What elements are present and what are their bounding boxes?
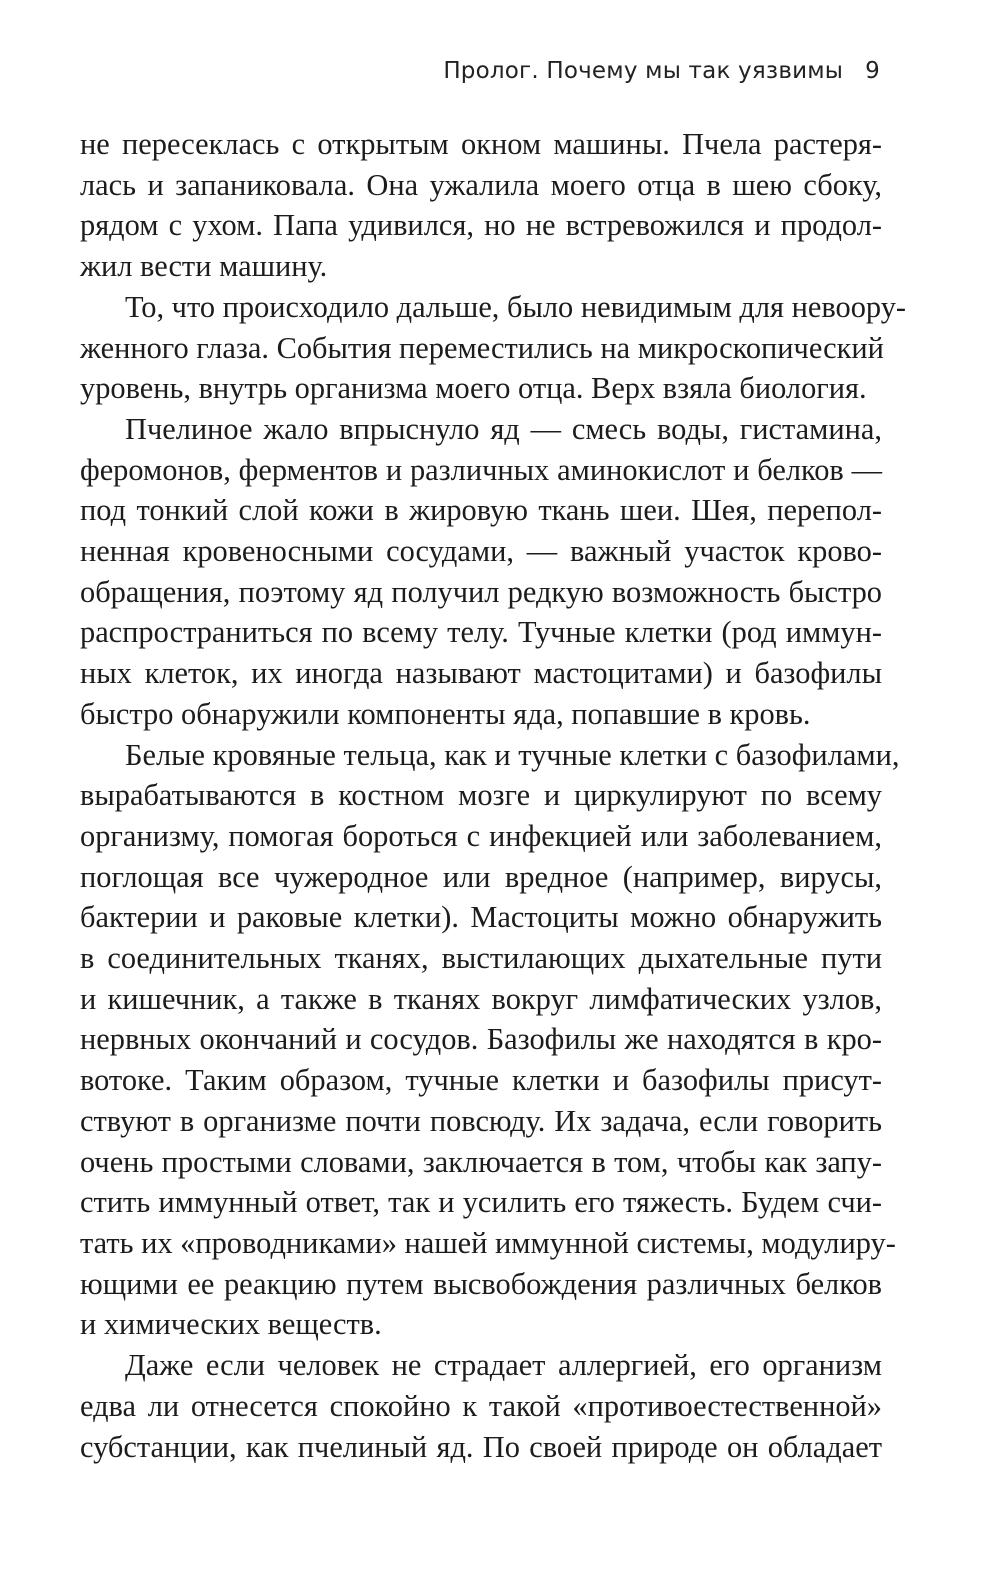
text-line: вотоке. Таким образом, тучные клетки и базофилы присут- xyxy=(80,1063,882,1098)
text-line: ных клеток, их иногда называют мастоцитами) и базофилы xyxy=(80,656,882,691)
text-line: ствуют в организме почти повсюду. Их задача, если говорить xyxy=(80,1103,882,1138)
text-line: То, что происходило дальше, было невидимым для невоору- xyxy=(125,289,907,324)
text-line: распространиться по всему телу. Тучные клетки (род иммун- xyxy=(80,615,882,650)
text-line: стить иммунный ответ, так и усилить его тяжесть. Будем счи- xyxy=(80,1185,882,1220)
text-line: обращения, поэтому яд получил редкую возможность быстро xyxy=(80,574,882,609)
text-line: феромонов, ферментов и различных аминокислот и белков — xyxy=(80,452,882,487)
text-line: женного глаза. События переместились на микроскопический xyxy=(80,330,884,365)
text-line: тать их «проводниками» нашей иммунной системы, модулиру- xyxy=(80,1225,896,1260)
paragraph xyxy=(80,124,882,287)
text-line: очень простыми словами, заключается в том, чтобы как запу- xyxy=(80,1144,882,1179)
text-line: Пчелиное жало впрыснуло яд — смесь воды, гистамина, xyxy=(125,411,882,446)
text-line: нервных окончаний и сосудов. Базофилы же находятся в кро- xyxy=(80,1022,882,1057)
paragraph xyxy=(80,735,900,1346)
paragraph xyxy=(80,287,907,409)
running-head-title: Пролог. Почему мы так уязвимы xyxy=(443,58,844,84)
body-text xyxy=(80,124,907,1467)
text-line: и химических веществ. xyxy=(80,1307,382,1342)
text-line: жил вести машину. xyxy=(80,249,328,284)
text-line: в соединительных тканях, выстилающих дыхательные пути xyxy=(80,941,882,976)
text-line: уровень, внутрь организма моего отца. Верх взяла биология. xyxy=(80,371,867,406)
text-line: вырабатываются в костном мозге и циркулируют по всему xyxy=(80,778,882,813)
paragraph xyxy=(80,1345,882,1467)
paragraph xyxy=(80,409,882,735)
text-line: лась и запаниковала. Она ужалила моего отца в шею сбоку, xyxy=(80,167,882,202)
text-line: организму, помогая бороться с инфекцией или заболеванием, xyxy=(80,818,882,853)
text-line: ющими ее реакцию путем высвобождения различных белков xyxy=(80,1266,882,1301)
text-line: Даже если человек не страдает аллергией, его организм xyxy=(125,1348,882,1383)
text-line: не пересеклась с открытым окном машины. Пчела растеря- xyxy=(80,127,882,161)
text-line: бактерии и раковые клетки). Мастоциты можно обнаружить xyxy=(80,900,882,935)
text-line: под тонкий слой кожи в жировую ткань шеи. Шея, перепол- xyxy=(80,493,882,528)
text-line: рядом с ухом. Папа удивился, но не встревожился и продол- xyxy=(80,208,882,243)
page-number: 9 xyxy=(865,58,880,84)
text-line: поглощая все чужеродное или вредное (например, вирусы, xyxy=(80,859,882,894)
text-line: ненная кровеносными сосудами, — важный участок крово- xyxy=(80,534,882,569)
text-line: едва ли отнесется спокойно к такой «противоестественной» xyxy=(80,1388,882,1423)
text-line: субстанции, как пчелиный яд. По своей природе он обладает xyxy=(80,1429,882,1464)
text-line: Белые кровяные тельца, как и тучные клетки с базофилами, xyxy=(125,737,900,772)
text-line: и кишечник, а также в тканях вокруг лимфатических узлов, xyxy=(80,981,882,1016)
text-line: быстро обнаружили компоненты яда, попавшие в кровь. xyxy=(80,696,811,731)
running-head xyxy=(443,58,880,84)
